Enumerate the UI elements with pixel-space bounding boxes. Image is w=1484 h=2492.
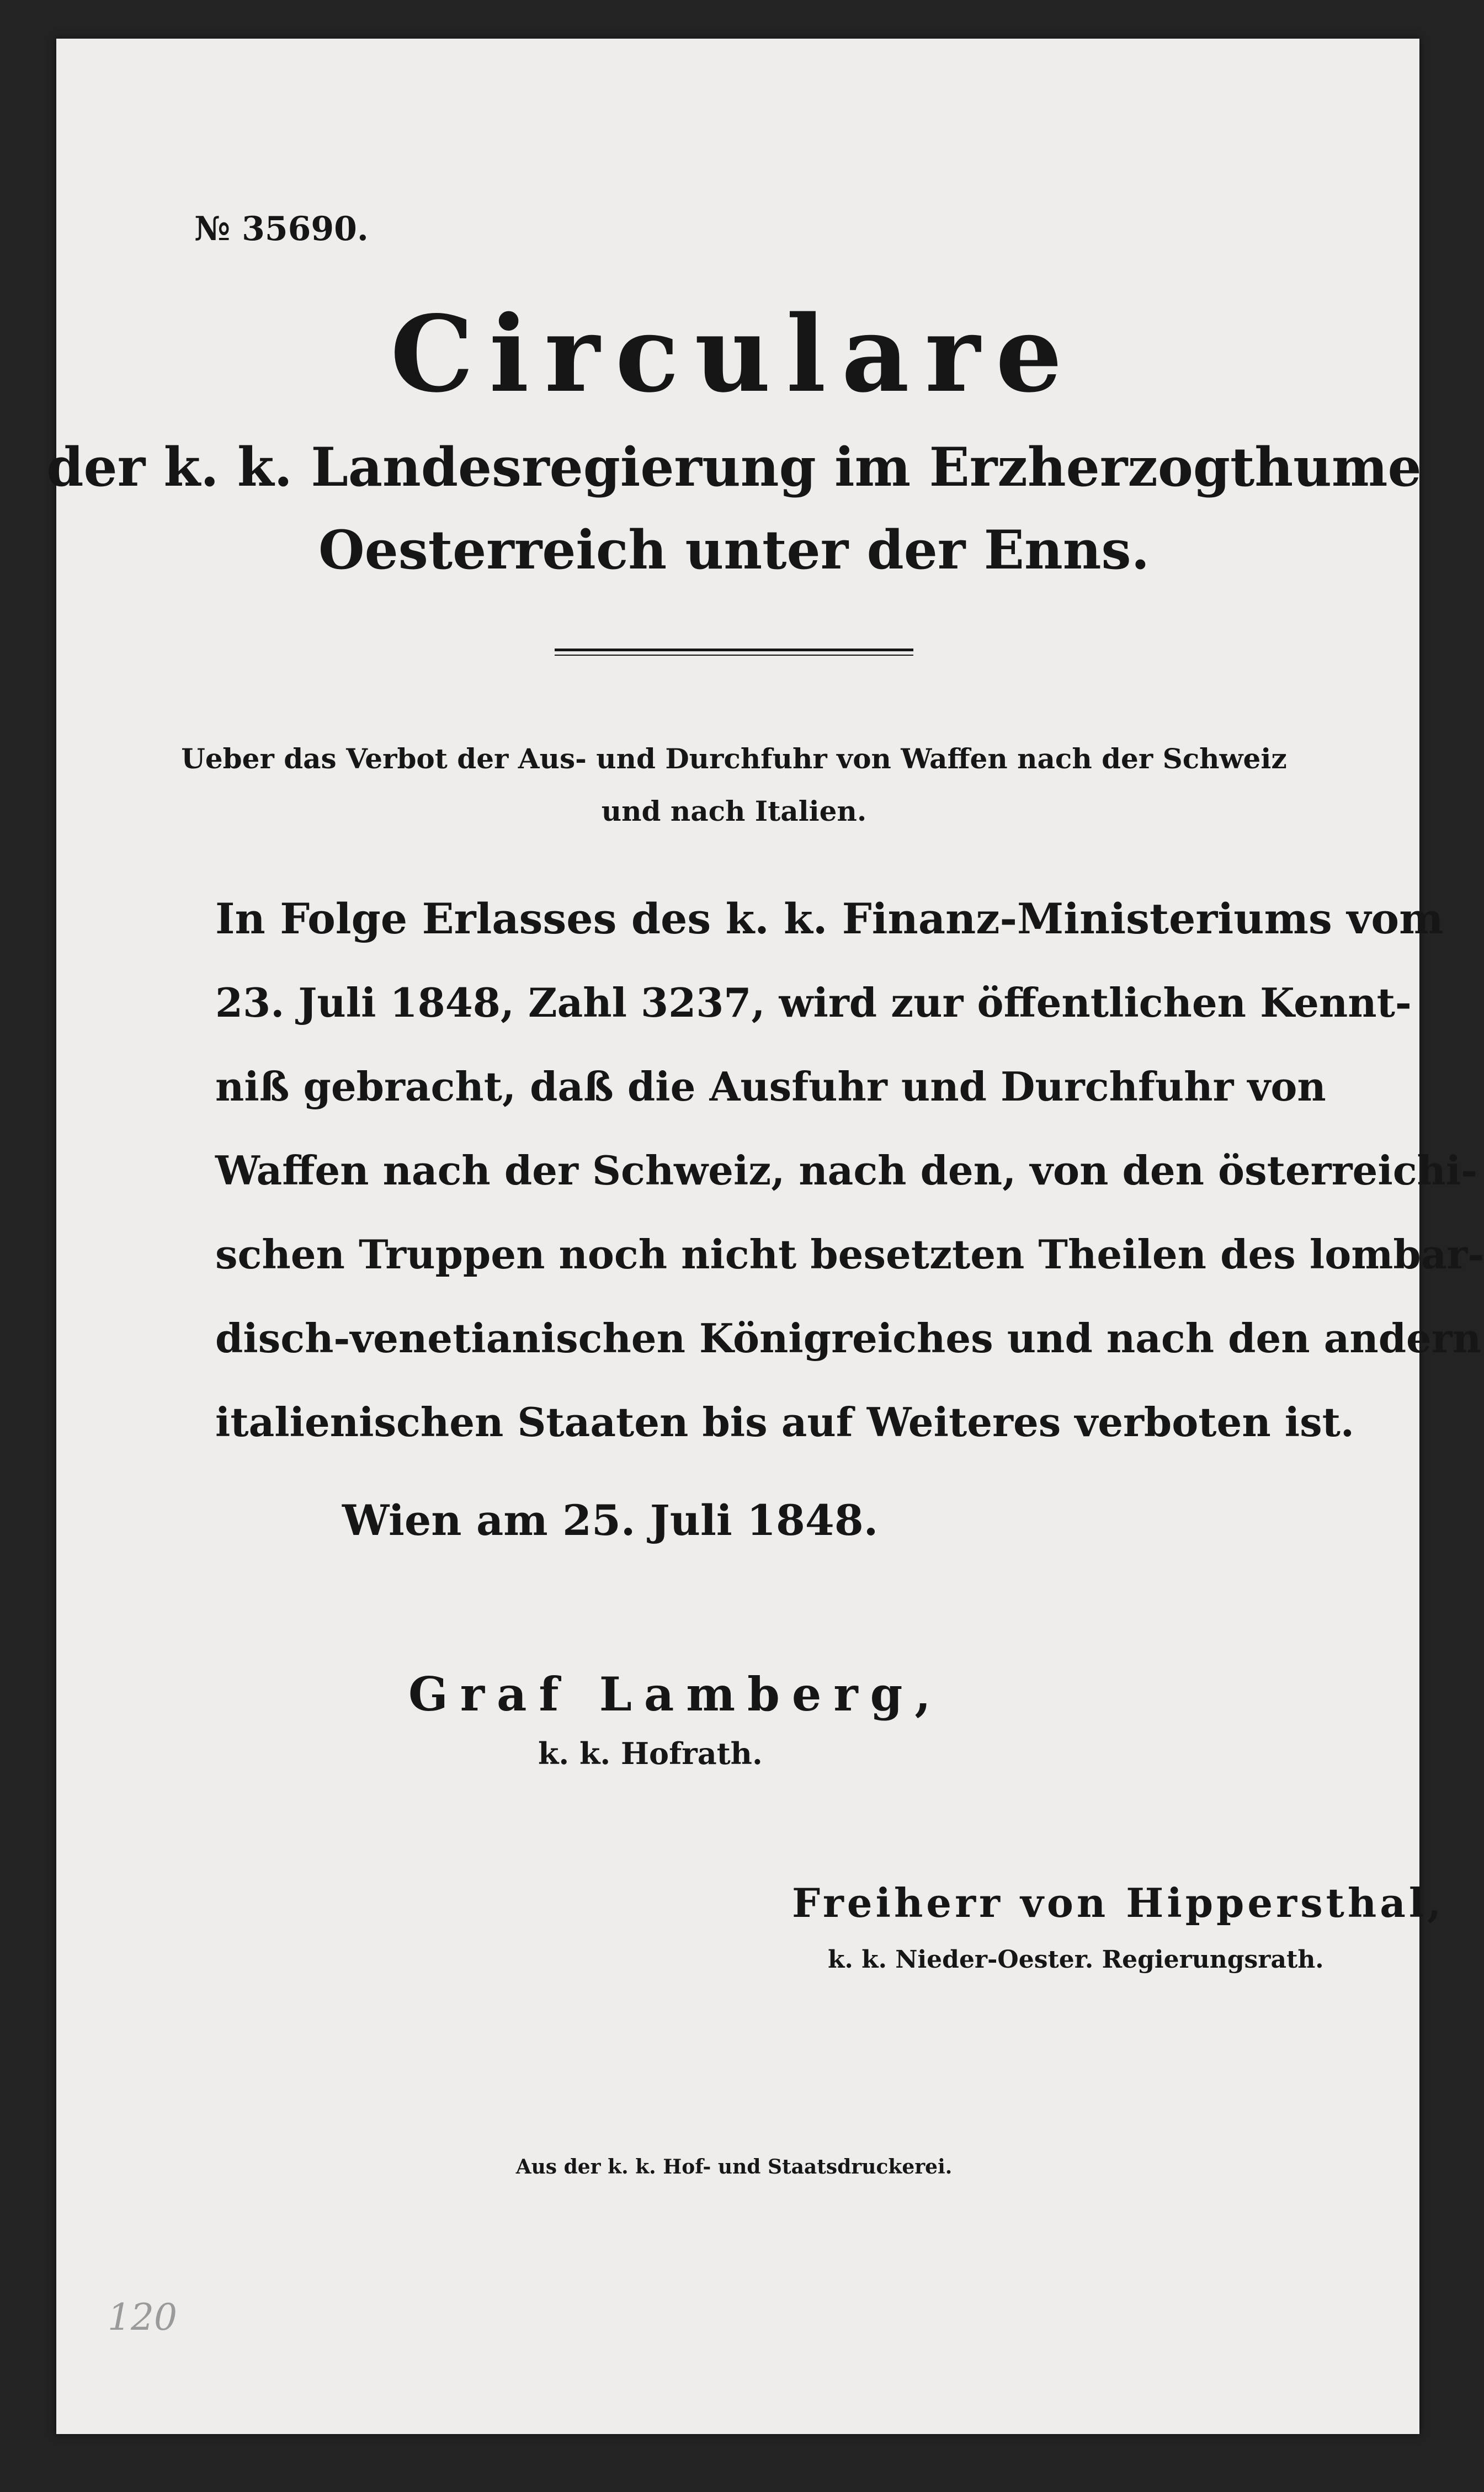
body-text (215, 883, 1484, 1470)
issuer-line-2: Oesterreich unter der Enns. (318, 519, 1150, 581)
issuer-line-1: der k. k. Landesregierung im Erzherzogthume (46, 436, 1422, 498)
printer-imprint: Aus der k. k. Hof- und Staatsdruckerei. (515, 2155, 953, 2178)
body-line: schen Truppen noch nicht besetzten Theilen des lombar- (215, 1231, 1484, 1278)
date-line: Wien am 25. Juli 1848. (342, 1496, 879, 1545)
signatory-1-name: Graf Lamberg, (408, 1667, 943, 1721)
signatory-2-name: Freiherr von Hippersthal, (792, 1879, 1445, 1926)
divider-rule-thin (555, 655, 913, 656)
body-line: disch-venetianischen Königreiches und nach den andern (215, 1315, 1482, 1362)
pencil-annotation: 120 (108, 2296, 177, 2339)
document-number: № 35690. (194, 210, 369, 248)
subject-line-2: und nach Italien. (601, 795, 867, 827)
document-title: Circulare (390, 293, 1078, 416)
body-line: niß gebracht, daß die Ausfuhr und Durchfuhr von (215, 1063, 1326, 1110)
body-line: In Folge Erlasses des k. k. Finanz-Ministeriums vom (215, 894, 1444, 943)
signatory-2-title: k. k. Nieder-Oester. Regierungsrath. (828, 1946, 1324, 1974)
body-line: Waffen nach der Schweiz, nach den, von den österreichi- (215, 1147, 1478, 1194)
signatory-1-title: k. k. Hofrath. (538, 1736, 763, 1771)
divider-rule-thick (555, 649, 913, 651)
subject-line-1: Ueber das Verbot der Aus- und Durchfuhr von Waffen nach der Schweiz (181, 742, 1287, 775)
body-line: italienischen Staaten bis auf Weiteres verboten ist. (215, 1399, 1354, 1446)
body-line: 23. Juli 1848, Zahl 3237, wird zur öffentlichen Kennt- (215, 979, 1412, 1026)
